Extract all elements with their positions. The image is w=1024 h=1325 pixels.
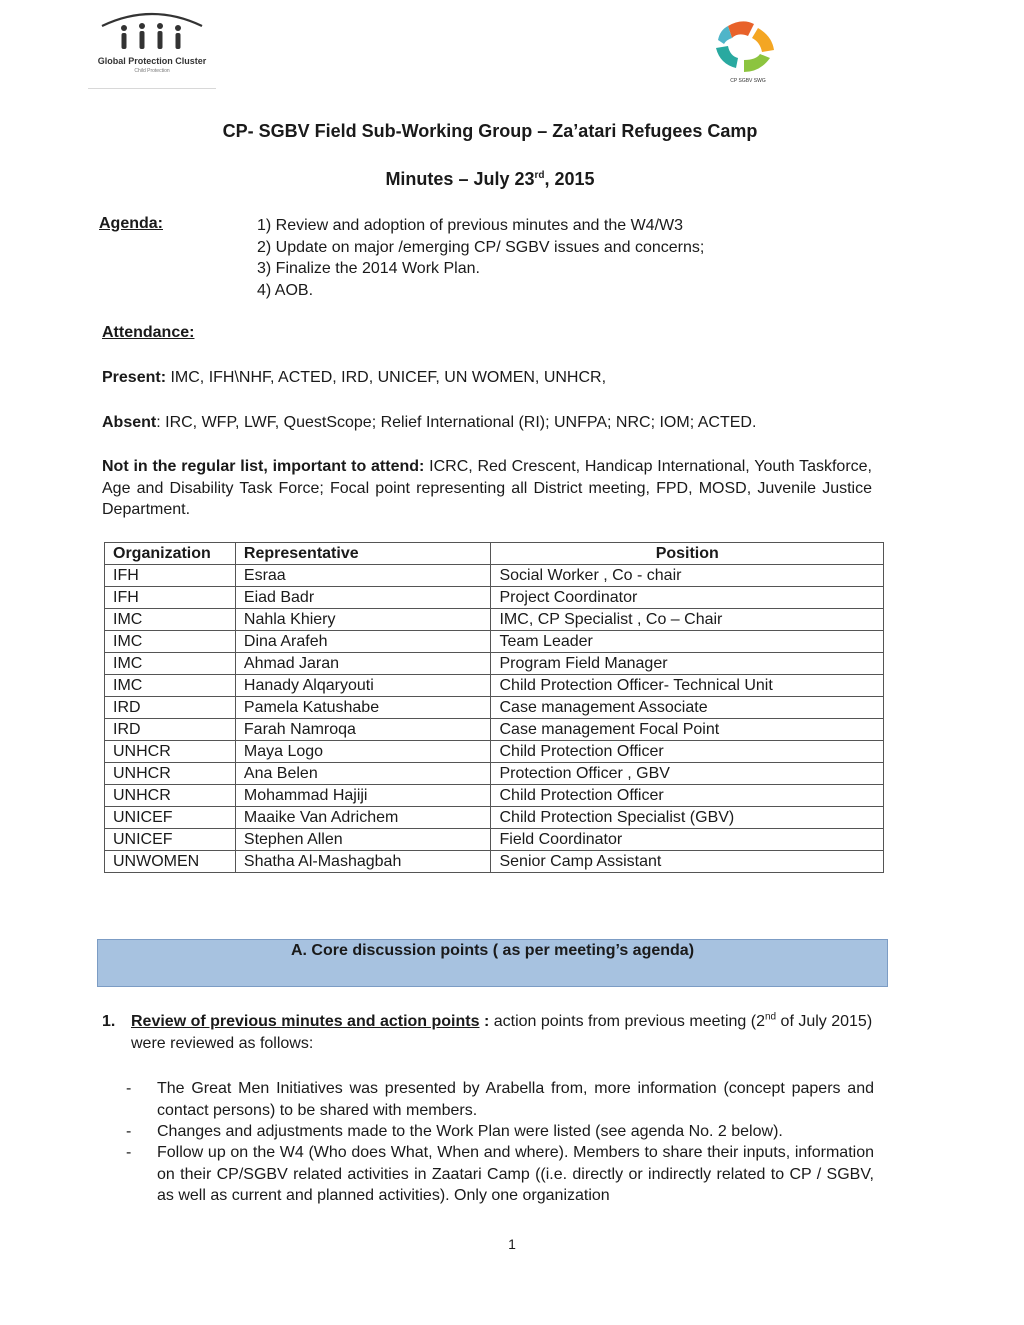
point-1 — [102, 1011, 874, 1054]
attendance-label: Attendance: — [102, 324, 195, 341]
left-logo-subcaption: Child Protection — [134, 68, 170, 74]
cell-position: Child Protection Officer- Technical Unit — [491, 675, 884, 697]
bullet-dash: - — [126, 1123, 132, 1140]
cell-position: Senior Camp Assistant — [491, 851, 884, 873]
left-logo-caption: Global Protection Cluster — [97, 56, 207, 66]
right-logo-caption: CP SGBV SWG — [730, 78, 766, 84]
not-regular-paragraph — [102, 456, 872, 521]
cell-organization: UNWOMEN — [105, 851, 236, 873]
cell-organization: IRD — [105, 697, 236, 719]
cell-position: Program Field Manager — [491, 653, 884, 675]
bullet-text: Follow up on the W4 (Who does What, When and where). Members to share their inputs, information on their CP/SGBV related activities in Zaatari Camp ((i.e. directly or indirectly related to CP / SGBV, as well as current and planned activities). Only one organization — [157, 1144, 874, 1204]
document-title: CP- SGBV Field Sub-Working Group – Za’atari Refugees Camp — [222, 121, 758, 141]
cell-organization: UNICEF — [105, 829, 236, 851]
cell-organization: IMC — [105, 675, 236, 697]
bullet-item — [126, 1121, 874, 1143]
cell-representative: Ana Belen — [235, 763, 491, 785]
absent-label: Absent — [102, 414, 157, 431]
attendance-table — [104, 542, 884, 873]
cell-position: Project Coordinator — [491, 587, 884, 609]
section-a-title: A. Core discussion points ( as per meeting’s agenda) — [290, 942, 695, 959]
bullet-text: Changes and adjustments made to the Work Plan were listed (see agenda No. 2 below). — [157, 1123, 783, 1140]
cp-sgbv-hands-logo — [708, 18, 784, 78]
cell-representative: Hanady Alqaryouti — [235, 675, 491, 697]
cell-position: Case management Focal Point — [491, 719, 884, 741]
point-1-sup: nd — [764, 1011, 777, 1023]
cell-representative: Mohammad Hajiji — [235, 785, 491, 807]
table-row — [105, 675, 884, 697]
logo-divider — [88, 88, 216, 89]
cell-position: Team Leader — [491, 631, 884, 653]
bullet-item — [126, 1078, 874, 1121]
table-row — [105, 719, 884, 741]
cell-representative: Eiad Badr — [235, 587, 491, 609]
table-row — [105, 829, 884, 851]
global-protection-cluster-logo — [88, 8, 216, 90]
agenda-item: 2) Update on major /emerging CP/ SGBV issues and concerns; — [257, 238, 705, 256]
cell-organization: IFH — [105, 587, 236, 609]
cell-organization: UNHCR — [105, 763, 236, 785]
not-regular-text: ICRC, Red Crescent, Handicap International, Youth Taskforce, Age and Disability Task Force; Focal point representing all District meeting, FPD, MOSD, Juvenile Justice Department. — [102, 458, 872, 518]
point-1-number: 1. — [102, 1013, 116, 1030]
cell-organization: UNICEF — [105, 807, 236, 829]
table-row — [105, 631, 884, 653]
table-body — [105, 565, 884, 873]
agenda-label: Agenda: — [99, 215, 163, 232]
cell-representative: Stephen Allen — [235, 829, 491, 851]
present-line — [102, 367, 872, 389]
agenda-list — [257, 215, 704, 301]
table-row — [105, 587, 884, 609]
absent-line — [102, 412, 872, 434]
table-row — [105, 763, 884, 785]
not-regular-label: Not in the regular list, important to attend: — [102, 458, 425, 475]
cell-position: Protection Officer , GBV — [491, 763, 884, 785]
present-label: Present: — [102, 369, 167, 386]
agenda-item: 3) Finalize the 2014 Work Plan. — [257, 260, 480, 277]
cell-organization: IMC — [105, 609, 236, 631]
cell-representative: Shatha Al-Mashagbah — [235, 851, 491, 873]
point-1-text — [131, 1011, 874, 1054]
bullet-item — [126, 1142, 874, 1207]
header-representative: Representative — [235, 543, 491, 565]
page-number: 1 — [508, 1236, 516, 1252]
minutes-date-suffix: , 2015 — [544, 169, 595, 189]
table-row — [105, 565, 884, 587]
cell-representative: Pamela Katushabe — [235, 697, 491, 719]
table-row — [105, 741, 884, 763]
cell-position: Case management Associate — [491, 697, 884, 719]
cell-position: Field Coordinator — [491, 829, 884, 851]
cell-representative: Maya Logo — [235, 741, 491, 763]
absent-text: : IRC, WFP, LWF, QuestScope; Relief International (RI); UNFPA; NRC; IOM; ACTED. — [156, 414, 757, 431]
table-row — [105, 697, 884, 719]
cell-position: Social Worker , Co - chair — [491, 565, 884, 587]
table-row — [105, 653, 884, 675]
cell-organization: IMC — [105, 631, 236, 653]
point-1-text-a: action points from previous meeting (2 — [489, 1013, 765, 1030]
cell-representative: Farah Namroqa — [235, 719, 491, 741]
cell-representative: Esraa — [235, 565, 491, 587]
cell-position: Child Protection Specialist (GBV) — [491, 807, 884, 829]
table-row — [105, 785, 884, 807]
bullet-dash: - — [126, 1144, 132, 1161]
cell-organization: IMC — [105, 653, 236, 675]
point-1-colon: : — [479, 1013, 490, 1030]
point-1-heading: Review of previous minutes and action points — [131, 1013, 480, 1030]
table-row — [105, 851, 884, 873]
header-position: Position — [491, 543, 884, 565]
minutes-date-sup: rd — [534, 170, 545, 181]
cell-organization: IFH — [105, 565, 236, 587]
cell-position: Child Protection Officer — [491, 741, 884, 763]
table-header-row — [105, 543, 884, 565]
point-1-text-b: of July 2015) were reviewed as follows: — [131, 1013, 873, 1052]
cell-organization: IRD — [105, 719, 236, 741]
cell-organization: UNHCR — [105, 741, 236, 763]
agenda-item: 4) AOB. — [257, 281, 314, 299]
cell-representative: Nahla Khiery — [235, 609, 491, 631]
table-row — [105, 807, 884, 829]
present-text: IMC, IFH\NHF, ACTED, IRD, UNICEF, UN WOMEN, UNHCR, — [166, 369, 607, 386]
cell-representative: Ahmad Jaran — [235, 653, 491, 675]
table-row — [105, 609, 884, 631]
cell-position: IMC, CP Specialist , Co – Chair — [491, 609, 884, 631]
header-organization: Organization — [105, 543, 236, 565]
agenda-item: 1) Review and adoption of previous minutes and the W4/W3 — [257, 217, 684, 234]
minutes-date — [0, 169, 980, 190]
minutes-date-prefix: Minutes – July 23 — [385, 169, 535, 189]
cell-organization: UNHCR — [105, 785, 236, 807]
cell-position: Child Protection Officer — [491, 785, 884, 807]
bullet-text: The Great Men Initiatives was presented by Arabella from, more information (concept papers and contact persons) to be shared with members. — [157, 1080, 874, 1119]
bullet-dash: - — [126, 1080, 132, 1097]
cell-representative: Maaike Van Adrichem — [235, 807, 491, 829]
cell-representative: Dina Arafeh — [235, 631, 491, 653]
